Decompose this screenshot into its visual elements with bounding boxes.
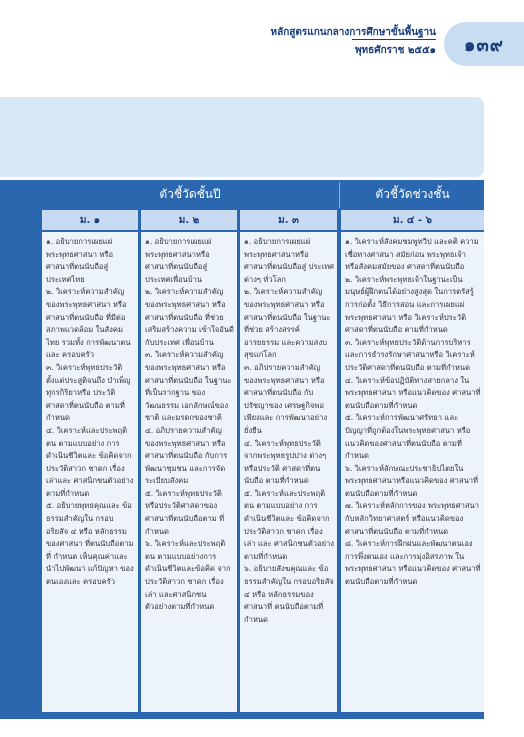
column-header-m3: ม. ๓ [240,210,337,230]
list-item: ๓. อภิปรายความสำคัญ ของพระพุทธศาสนา หรือศาสนาที่ตนนับถือ กับปรัชญาของ เศรษฐกิจพอเพียงและ การพัฒนาอย่างยั่งยืน [244,362,328,435]
list-item: ๖. วิเคราะห์ลักษณะประชาธิปไตยใน พระพุทธศาสนาหรือแนวคิดของ ศาสนาที่ตนนับถือตามที่กำหนด [345,463,479,498]
intro-box [0,97,484,177]
list-item: ๔. อภิปรายความสำคัญ ของพระพุทธศาสนา หรือศาสนาที่ตนนับถือ กับการพัฒนาชุมชน และการจัดระเบียบสังคม [145,425,228,486]
column-header-m4-6: ม. ๔ - ๖ [341,210,484,230]
list-item: ๕. วิเคราะห์การพัฒนาศรัทธา และ ปัญญาที่ถูกต้องในพระพุทธศาสนา หรือแนวคิดของศาสนาที่ตนนับถือ ตามที่กำหนด [345,413,471,461]
list-item: ๒. วิเคราะห์ความสำคัญ ของพระพุทธศาสนา หรือศาสนาที่ตนนับถือ ในฐานะที่ช่วย สร้างสรรค์อารยธรรม และความสงบสุขแก่โลก [244,287,331,360]
list-item: ๒. วิเคราะห์ความสำคัญ ของพระพุทธศาสนา หรือศาสนาที่ตนนับถือ ที่ช่วยเสริมสร้างความ เข้าใจอันดีกับประเทศ เพื่อนบ้าน [145,287,234,347]
list-item: ๑. อธิบายการเผยแผ่ พระพุทธศาสนาหรือ ศาสนาที่ตนนับถือสู่ ประเทศต่างๆ ทั่วโลก [244,237,334,284]
list-item: ๕. วิเคราะห์และประพฤติตน ตามแบบอย่าง การดำเนินชีวิตและ ข้อคิดจากประวัติสาวก ชาดก เรื่องเล่า และ ศาสนิกชนตัวอย่าง ตามที่กำหนด [244,488,334,561]
list-item: ๘. วิเคราะห์การฝึกฝนและพัฒนาตนเอง การพึ่งตนเอง และการมุ่งอิสรภาพ ในพระพุทธศาสนา หรือแนวคิดของ ศาสนาที่ตนนับถือตามที่กำหนด [345,539,481,587]
list-item: ๕. วิเคราะห์พุทธประวัติ หรือประวัติศาสดาของ ศาสนาที่ตนนับถือตาม ที่กำหนด [145,488,225,536]
list-item: ๔. วิเคราะห์พุทธประวัติ จากพระพุทธรูปปาง ต่างๆ หรือประวัติ ศาสดาที่ตนนับถือ ตามที่กำหนด [244,438,327,486]
list-item: ๒. วิเคราะห์พระพุทธเจ้าในฐานะเป็น มนุษย์ผู้ฝึกตนได้อย่างสูงสุด ในการตรัสรู้ การก่อตั้ง วิธีการสอน และการเผยแผ่พระพุทธศาสนา หรือ วิเคราะห์ประวัติศาสดาที่ตนนับถือ ตามที่กำหนด [345,274,474,335]
list-item: ๑. อธิบายการเผยแผ่ พระพุทธศาสนาหรือ ศาสนาที่ตนนับถือสู่ ประเทศเพื่อนบ้าน [145,237,212,284]
list-item: ๓. วิเคราะห์ความสำคัญ ของพระพุทธศาสนา หรือศาสนาที่ตนนับถือ ในฐานะที่เป็นรากฐาน ของวัฒนธรรม เอกลักษณ์ของชาติ และมรดกของชาติ [145,350,232,423]
group-header-separator [339,182,340,208]
list-item: ๖. วิเคราะห์และประพฤติตน ตามแบบอย่างการ ดำเนินชีวิตและข้อคิด จากประวัติสาวก ชาดก เรื่องเล่า และศาสนิกชน ตัวอย่างตามที่กำหนด [145,539,231,612]
group-header-range: ตัวชี้วัดช่วงชั้น [375,186,450,201]
list-item: ๑. วิเคราะห์สังคมชมพูทวีป และคติ ความเชื่อทางศาสนา สมัยก่อน พระพุทธเจ้า หรือสังคมสมัยของ ศาสดาที่ตนนับถือ [345,237,479,272]
header-title: หลักสูตรแกนกลางการศึกษาขั้นพื้นฐาน [270,27,436,38]
list-item: ๓. วิเคราะห์พุทธประวัติ ตั้งแต่ประสูติจนถึง บำเพ็ญทุกรกิริยาหรือ ประวัติศาสดาที่ตนนับถือ ตามที่กำหนด [46,362,131,423]
list-item: ๔. วิเคราะห์ข้อปฏิบัติทางสายกลาง ในพระพุทธศาสนา หรือแนวคิดของ ศาสนาที่ตนนับถือตามที่กำหนด [345,375,481,410]
list-item: ๕. อธิบายพุทธคุณและ ข้อธรรมสำคัญใน กรอบอริยสัจ ๔ หรือ หลักธรรมของศาสนา ที่ตนนับถือตามที่ กำหนด เห็นคุณค่าและ นำไปพัฒนา แก้ปัญหา ของตนเองและ ครอบครัว [46,501,134,587]
page-number: ๑๓๙ [444,22,524,66]
header-divider [352,39,436,40]
header-subtitle: พุทธศักราช ๒๕๕๑ [354,45,436,56]
list-item: ๗. วิเคราะห์หลักการของ พระพุทธศาสนากับหลักวิทยาศาสตร์ หรือแนวคิดของศาสนาที่ตนนับถือ ตามที่กำหนด [345,501,479,536]
column-header-m2: ม. ๒ [141,210,237,230]
list-item: ๑. อธิบายการเผยแผ่ พระพุทธศาสนา หรือ ศาสนาที่ตนนับถือสู่ ประเทศไทย [46,237,114,284]
list-item: ๔. วิเคราะห์และประพฤติตน ตามแบบอย่าง การดำเนินชีวิตและ ข้อคิดจากประวัติสาวก ชาดก เรื่องเล่าและ ศาสนิกชนตัวอย่าง ตามที่กำหนด [46,425,134,498]
column-header-m1: ม. ๑ [42,210,138,230]
indicator-table [0,180,484,719]
column-cell-m3 [240,232,337,712]
list-item: ๒. วิเคราะห์ความสำคัญ ของพระพุทธศาสนา หรือศาสนาที่ตนนับถือ ที่มีต่อสภาพแวดล้อม ในสังคมไทย รวมทั้ง การพัฒนาตนและ ครอบครัว [46,287,131,360]
column-cell-m1 [42,232,138,712]
column-cell-m2 [141,232,237,712]
list-item: ๓. วิเคราะห์พุทธประวัติด้านการบริหาร และการธำรงรักษาศาสนาหรือ วิเคราะห์ประวัติศาสดาที่ตนนับถือ ตามที่กำหนด [345,337,475,372]
column-cell-m4-6 [341,232,484,712]
group-header-grade: ตัวชี้วัดชั้นปี [159,186,221,201]
list-item: ๖. อธิบายสังฆคุณและ ข้อธรรมสำคัญใน กรอบอริยสัจ ๔ หรือ หลักธรรมของศาสนาที่ ตนนับถือตามที่กำหนด [244,564,334,624]
